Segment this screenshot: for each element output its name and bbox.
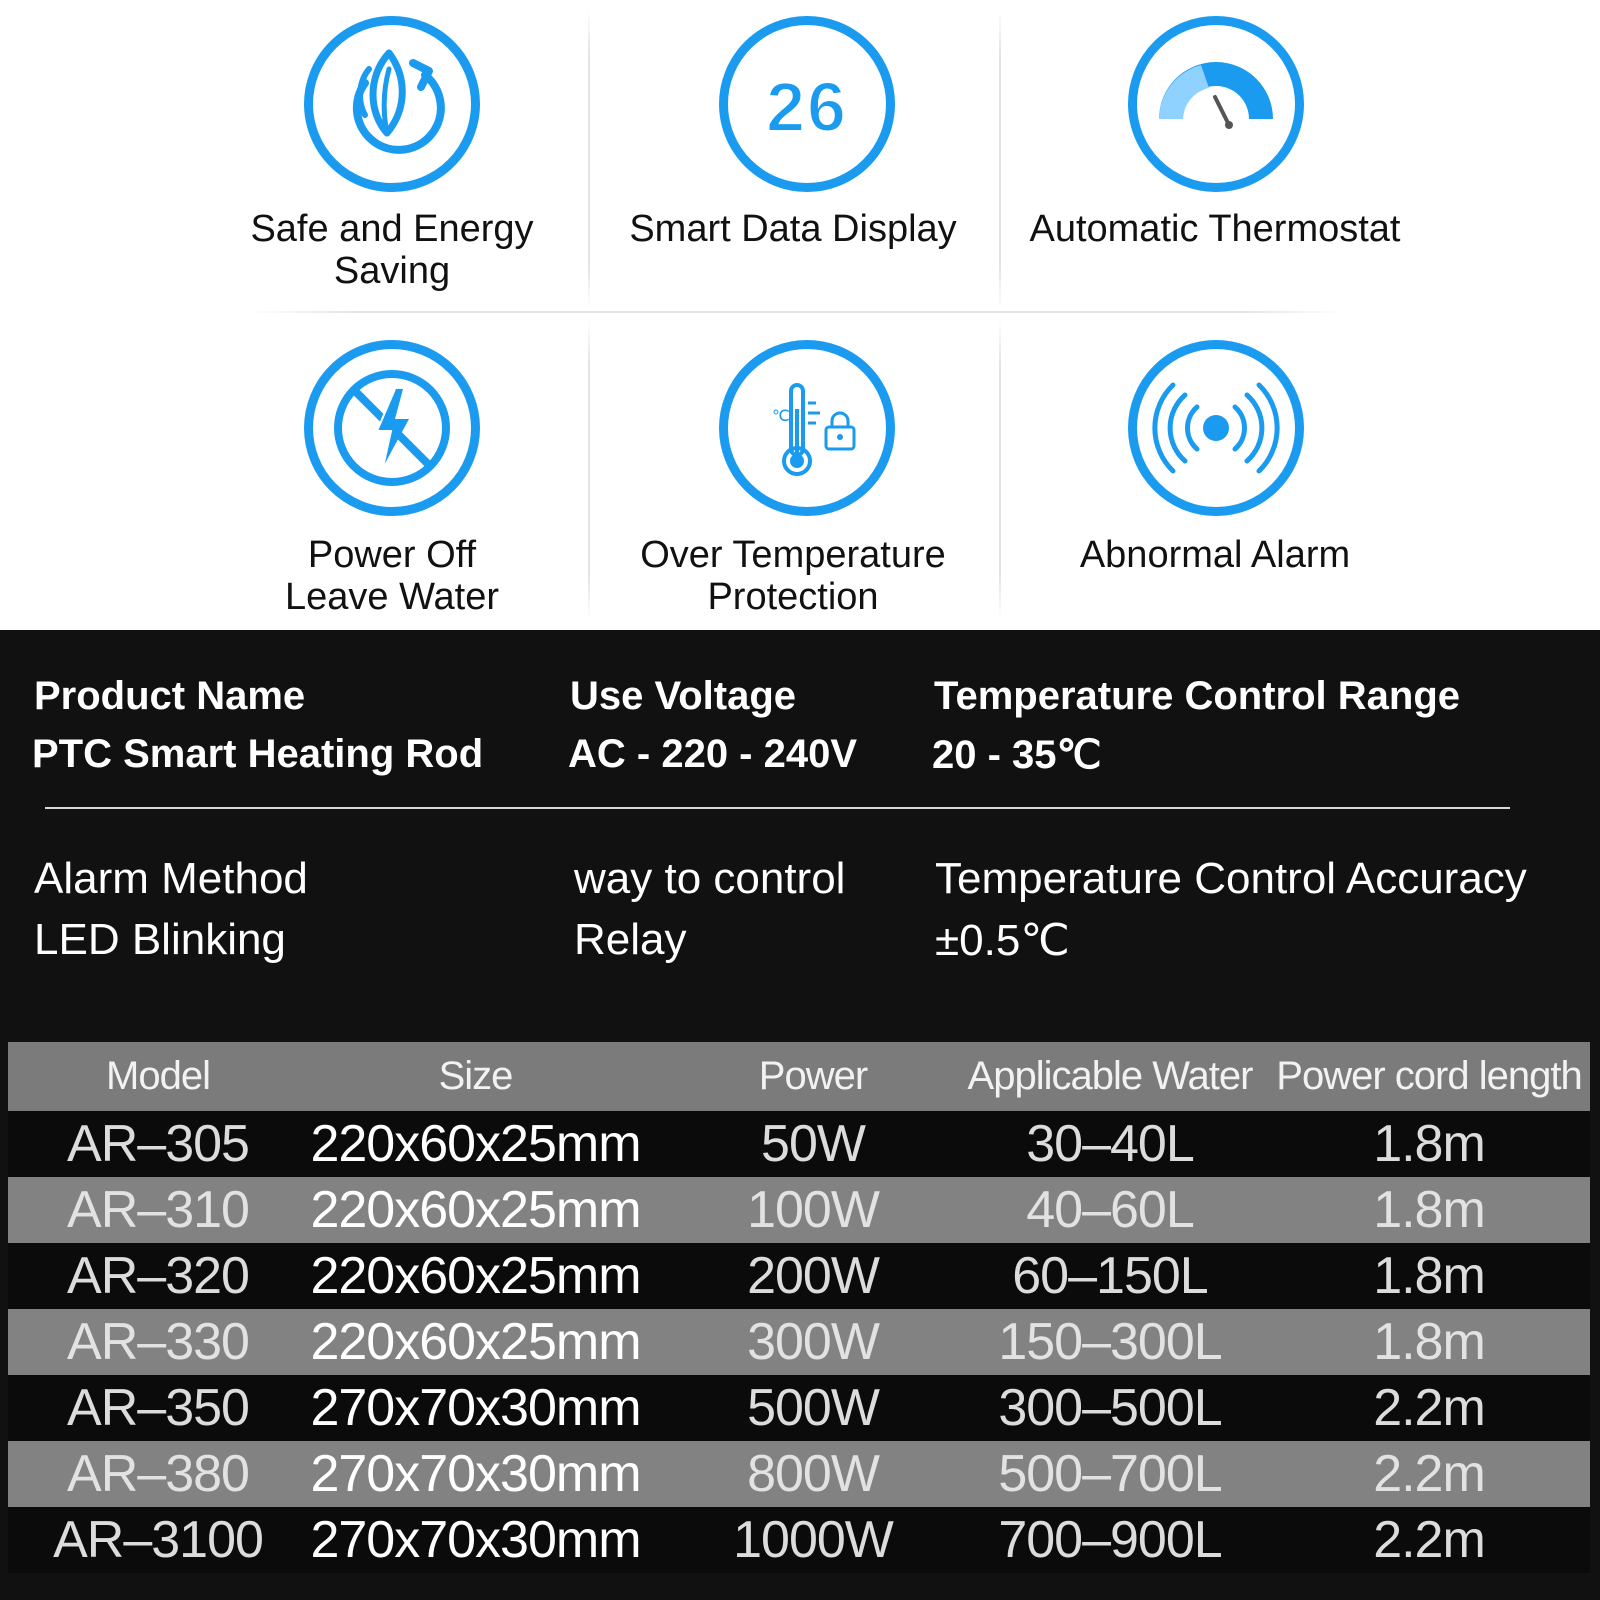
cell-size: 220x60x25mm — [310, 1247, 641, 1305]
spec-label-use-voltage: Use Voltage — [570, 674, 796, 718]
cell-size: 220x60x25mm — [310, 1115, 641, 1173]
cell-model: AR–380 — [67, 1445, 249, 1503]
cell-power-cord-length: 2.2m — [1373, 1511, 1485, 1569]
digital-26-display-icon — [719, 16, 895, 192]
column-header-size: Size — [438, 1054, 513, 1098]
gauge-icon — [1128, 16, 1304, 192]
cell-power-cord-length: 1.8m — [1373, 1115, 1485, 1173]
spec-value-control-way: Relay — [574, 915, 687, 964]
spec-label-temperature-accuracy: Temperature Control Accuracy — [935, 854, 1527, 903]
cell-power-cord-length: 1.8m — [1373, 1181, 1485, 1239]
spec-divider — [45, 807, 1510, 809]
feature-label-safe-energy: Safe and Energy Saving — [250, 208, 534, 292]
cell-power: 100W — [747, 1181, 879, 1239]
cell-model: AR–330 — [67, 1313, 249, 1371]
feature-label-automatic-thermostat: Automatic Thermostat — [1029, 208, 1401, 250]
feature-label-over-temperature: Over Temperature Protection — [640, 534, 946, 618]
spec-label-alarm-method: Alarm Method — [34, 854, 308, 903]
column-header-power-cord-length: Power cord length — [1276, 1054, 1582, 1098]
cell-applicable-water: 60–150L — [1012, 1247, 1208, 1305]
table-row — [8, 1111, 1590, 1177]
grid-divider — [250, 311, 1345, 313]
cell-power: 200W — [747, 1247, 879, 1305]
alarm-waves-icon — [1128, 340, 1304, 516]
cell-size: 220x60x25mm — [310, 1313, 641, 1371]
spec-label-product-name: Product Name — [34, 674, 306, 718]
table-row — [8, 1507, 1590, 1573]
spec-value-temperature-accuracy: ±0.5℃ — [935, 916, 1070, 965]
cell-size: 270x70x30mm — [310, 1445, 641, 1503]
table-row — [8, 1375, 1590, 1441]
cell-power-cord-length: 2.2m — [1373, 1379, 1485, 1437]
thermometer-lock-icon — [719, 340, 895, 516]
cell-applicable-water: 150–300L — [998, 1313, 1222, 1371]
cell-size: 270x70x30mm — [310, 1379, 641, 1437]
no-power-lightning-icon — [304, 340, 480, 516]
feature-grid — [0, 0, 1600, 630]
cell-power: 50W — [761, 1115, 865, 1173]
cell-power: 500W — [747, 1379, 879, 1437]
column-header-power: Power — [758, 1054, 868, 1098]
cell-power-cord-length: 2.2m — [1373, 1445, 1485, 1503]
table-row — [8, 1177, 1590, 1243]
spec-value-temperature-range: 20 - 35℃ — [932, 733, 1102, 777]
table-header — [8, 1042, 1590, 1111]
spec-label-temperature-range: Temperature Control Range — [934, 674, 1460, 718]
spec-value-alarm-method: LED Blinking — [34, 915, 286, 964]
spec-value-product-name: PTC Smart Heating Rod — [32, 732, 484, 776]
table-row — [8, 1309, 1590, 1375]
cell-power: 800W — [747, 1445, 879, 1503]
column-header-applicable-water: Applicable Water — [967, 1054, 1253, 1098]
cell-power: 300W — [747, 1313, 879, 1371]
table-row — [8, 1441, 1590, 1507]
display-digits: 26 — [766, 68, 848, 146]
cell-model: AR–305 — [67, 1115, 249, 1173]
table-row — [8, 1243, 1590, 1309]
leaf-cycle-icon — [304, 16, 480, 192]
cell-power-cord-length: 1.8m — [1373, 1247, 1485, 1305]
cell-model: AR–3100 — [53, 1511, 263, 1569]
feature-label-power-off: Power Off Leave Water — [284, 534, 500, 618]
spec-value-use-voltage: AC - 220 - 240V — [568, 732, 858, 776]
cell-applicable-water: 500–700L — [998, 1445, 1222, 1503]
celsius-glyph: ℃ — [772, 408, 790, 425]
cell-size: 220x60x25mm — [310, 1181, 641, 1239]
cell-model: AR–320 — [67, 1247, 249, 1305]
cell-applicable-water: 300–500L — [998, 1379, 1222, 1437]
cell-power-cord-length: 1.8m — [1373, 1313, 1485, 1371]
cell-power: 1000W — [733, 1511, 893, 1569]
cell-model: AR–350 — [67, 1379, 249, 1437]
column-header-model: Model — [106, 1054, 210, 1098]
cell-applicable-water: 40–60L — [1026, 1181, 1194, 1239]
grid-divider — [999, 320, 1001, 620]
cell-model: AR–310 — [67, 1181, 249, 1239]
grid-divider — [999, 10, 1001, 310]
feature-label-abnormal-alarm: Abnormal Alarm — [1079, 534, 1351, 576]
spec-label-control-way: way to control — [574, 854, 846, 903]
cell-size: 270x70x30mm — [310, 1511, 641, 1569]
feature-label-smart-data-display: Smart Data Display — [629, 208, 957, 250]
cell-applicable-water: 700–900L — [998, 1511, 1222, 1569]
cell-applicable-water: 30–40L — [1026, 1115, 1194, 1173]
